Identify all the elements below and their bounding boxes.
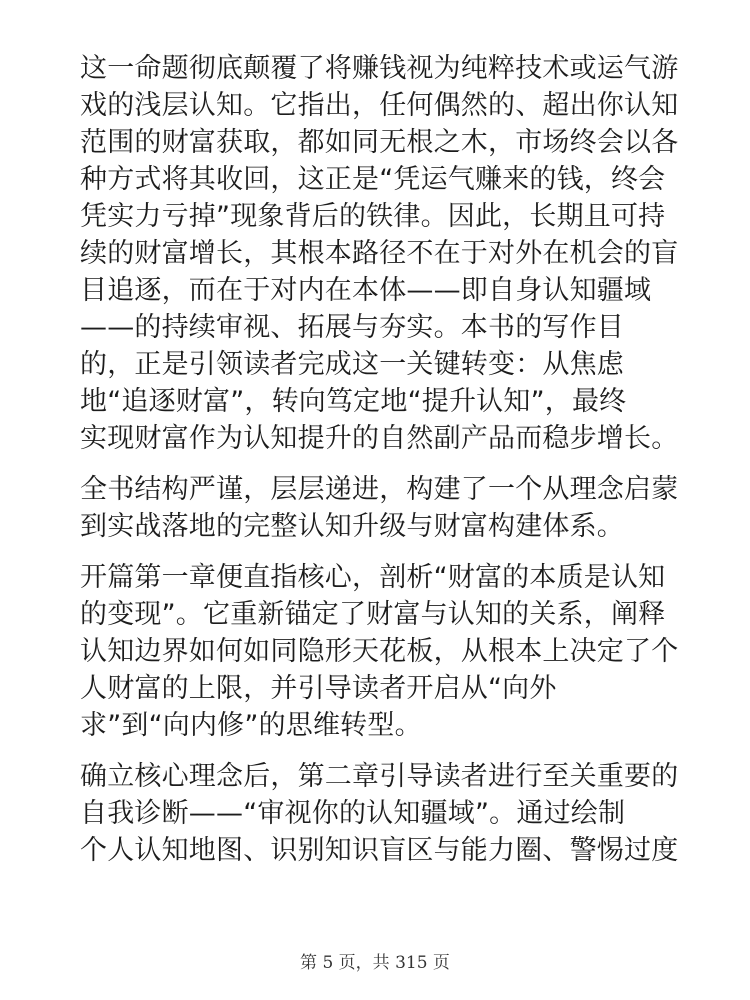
paragraph-gap xyxy=(80,545,700,559)
text-line: 这一命题彻底颠覆了将赚钱视为纯粹技术或运气游 xyxy=(80,53,679,84)
text-line: 全书结构严谨，层层递进，构建了一个从理念启蒙 xyxy=(80,474,679,505)
text-line: 种方式将其收回，这正是“凭运气赚来的钱，终会 xyxy=(80,164,666,195)
text-line: 到实战落地的完整认知升级与财富构建体系。 xyxy=(80,511,624,542)
text-line: 的，正是引领读者完成这一关键转变：从焦虑 xyxy=(80,349,624,380)
text-line: 确立核心理念后，第二章引导读者进行至关重要的 xyxy=(80,761,679,792)
paragraph-gap xyxy=(80,744,700,758)
paragraph-3 xyxy=(80,559,700,744)
paragraph-4 xyxy=(80,758,700,869)
text-line: 戏的浅层认知。它指出，任何偶然的、超出你认知 xyxy=(80,90,679,121)
text-line: 续的财富增长，其根本路径不在于对外在机会的盲 xyxy=(80,238,679,269)
text-line: 个人认知地图、识别知识盲区与能力圈、警惕过度 xyxy=(80,835,679,866)
text-line: 地“追逐财富”，转向笃定地“提升认知”，最终 xyxy=(80,386,627,417)
text-line: ——的持续审视、拓展与夯实。本书的写作目 xyxy=(80,312,624,343)
text-line: 目追逐，而在于对内在本体——即自身认知疆域 xyxy=(80,275,652,306)
text-line: 求”到“向内修”的思维转型。 xyxy=(80,710,422,741)
page-number-footer: 第 5 页，共 315 页 xyxy=(300,953,450,973)
text-line: 范围的财富获取，都如同无根之木，市场终会以各 xyxy=(80,127,679,158)
text-line: 凭实力亏掉”现象背后的铁律。因此，长期且可持 xyxy=(80,201,666,232)
text-line: 开篇第一章便直指核心，剖析“财富的本质是认知 xyxy=(80,562,666,593)
text-line: 人财富的上限，并引导读者开启从“向外 xyxy=(80,673,557,704)
document-body xyxy=(80,50,700,869)
text-line: 认知边界如何如同隐形天花板，从根本上决定了个 xyxy=(80,636,679,667)
text-line: 自我诊断——“审视你的认知疆域”。通过绘制 xyxy=(80,798,626,829)
paragraph-gap xyxy=(80,457,700,471)
paragraph-1 xyxy=(80,50,700,457)
text-line: 的变现”。它重新锚定了财富与认知的关系，阐释 xyxy=(80,599,666,630)
paragraph-2 xyxy=(80,471,700,545)
text-line: 实现财富作为认知提升的自然副产品而稳步增长。 xyxy=(80,423,679,454)
